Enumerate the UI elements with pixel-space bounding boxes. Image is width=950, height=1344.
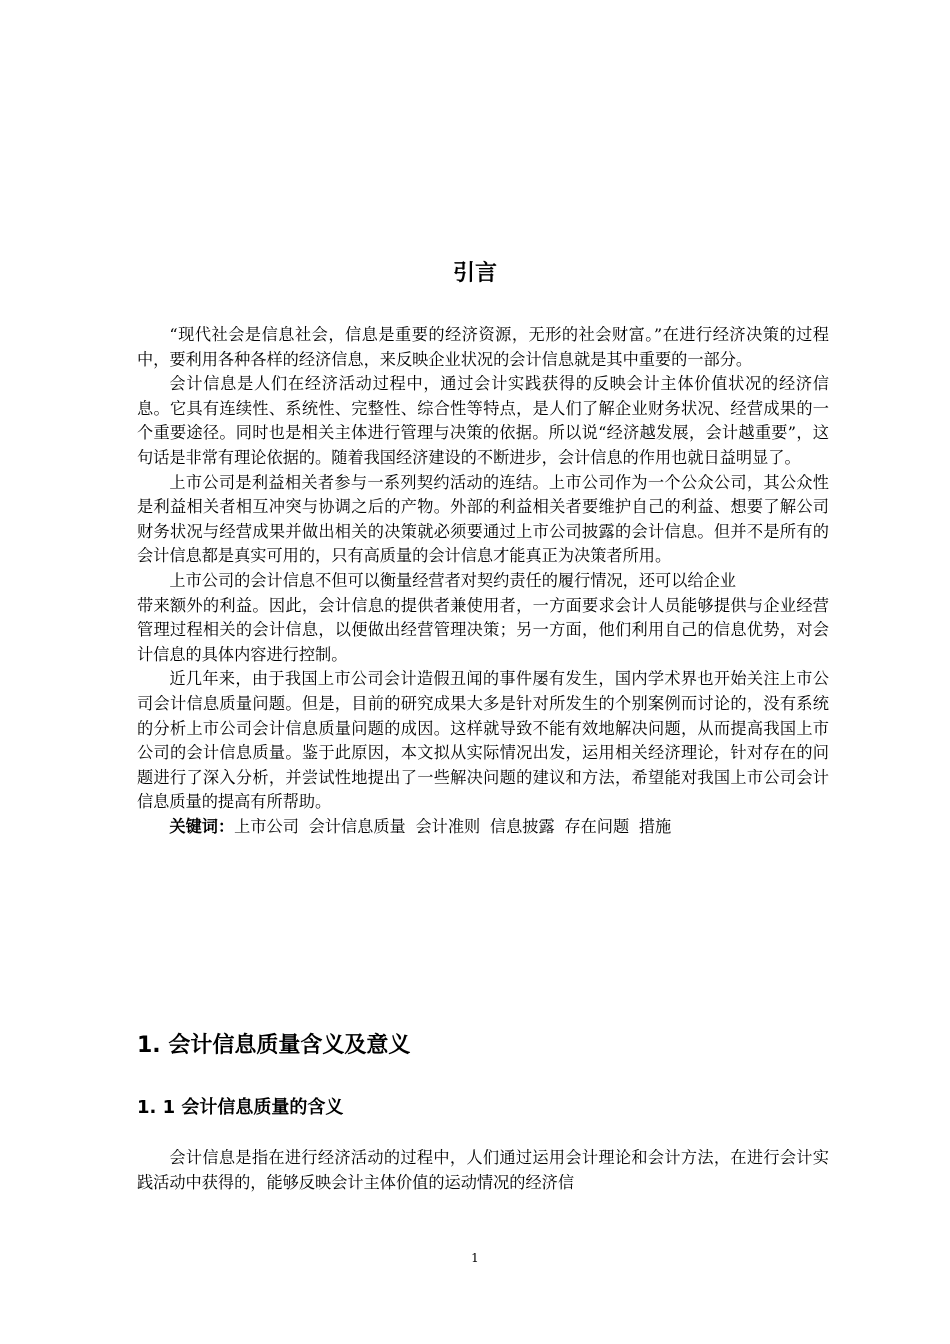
section-1-1-body [137, 1146, 829, 1195]
page-title: 引言 [452, 261, 497, 286]
intro-paragraph-2: 会计信息是人们在经济活动过程中，通过会计实践获得的反映会计主体价值状况的经济信息。它具有连续性、系统性、完整性、综合性等特点，是人们了解企业财务状况、经营成果的一个重要途径。同时也是相关主体进行管理与决策的依据。所以说“经济越发展，会计越重要”，这句话是非常有理论依据的。随着我国经济建设的不断进步，会计信息的作用也就日益明显了。 [137, 374, 829, 467]
section-1-1-paragraph: 会计信息是指在进行经济活动的过程中，人们通过运用会计理论和会计方法，在进行会计实践活动中获得的，能够反映会计主体价值的运动情况的经济信 [137, 1148, 829, 1192]
intro-paragraph-3: 上市公司是利益相关者参与一系列契约活动的连结。上市公司作为一个公众公司，其公众性是利益相关者相互冲突与协调之后的产物。外部的利益相关者要维护自己的利益、想要了解公司财务状况与经营成果并做出相关的决策就必须要通过上市公司披露的会计信息。但并不是所有的会计信息都是真实可用的，只有高质量的会计信息才能真正为决策者所用。 [137, 472, 829, 566]
intro-paragraph-4-continuation: 带来额外的利益。因此，会计信息的提供者兼使用者，一方面要求会计人员能够提供与企业经营管理过程相关的会计信息，以便做出经营管理决策；另一方面，他们利用自己的信息优势，对会计信息的具体内容进行控制。 [137, 595, 829, 664]
keyword-item: 信息披露 [489, 816, 555, 836]
intro-paragraph-5: 近几年来，由于我国上市公司会计造假丑闻的事件屡有发生，国内学术界也开始关注上市公司会计信息质量问题。但是，目前的研究成果大多是针对所发生的个别案例而讨论的，没有系统的分析上市公司会计信息质量问题的成因。这样就导致不能有效地解决问题，从而提高我国上市公司的会计信息质量。鉴于此原因，本文拟从实际情况出发，运用相关经济理论，针对存在的问题进行了深入分析，并尝试性地提出了一些解决问题的建议和方法，希望能对我国上市公司会计信息质量的提高有所帮助。 [137, 669, 829, 812]
keyword-item: 存在问题 [564, 816, 630, 836]
page-number: 1 [471, 1251, 479, 1265]
keyword-item: 会计准则 [415, 816, 481, 836]
intro-paragraph-4: 上市公司的会计信息不但可以衡量经营者对契约责任的履行情况，还可以给企业 [169, 570, 736, 590]
keyword-item: 上市公司 [234, 816, 299, 836]
section-1-heading: 1. 会计信息质量含义及意义 [137, 1033, 411, 1058]
keywords-label: 关键词： [169, 816, 235, 836]
intro-paragraph-1: “现代社会是信息社会，信息是重要的经济资源，无形的社会财富。”在进行经济决策的过程中，要利用各种各样的经济信息，来反映企业状况的会计信息就是其中重要的一部分。 [137, 325, 829, 369]
introduction-body [137, 323, 829, 839]
keyword-item: 措施 [638, 816, 672, 836]
keyword-item: 会计信息质量 [308, 816, 406, 836]
keywords-line [137, 815, 829, 840]
section-1-1-heading: 1. 1 会计信息质量的含义 [137, 1097, 344, 1118]
